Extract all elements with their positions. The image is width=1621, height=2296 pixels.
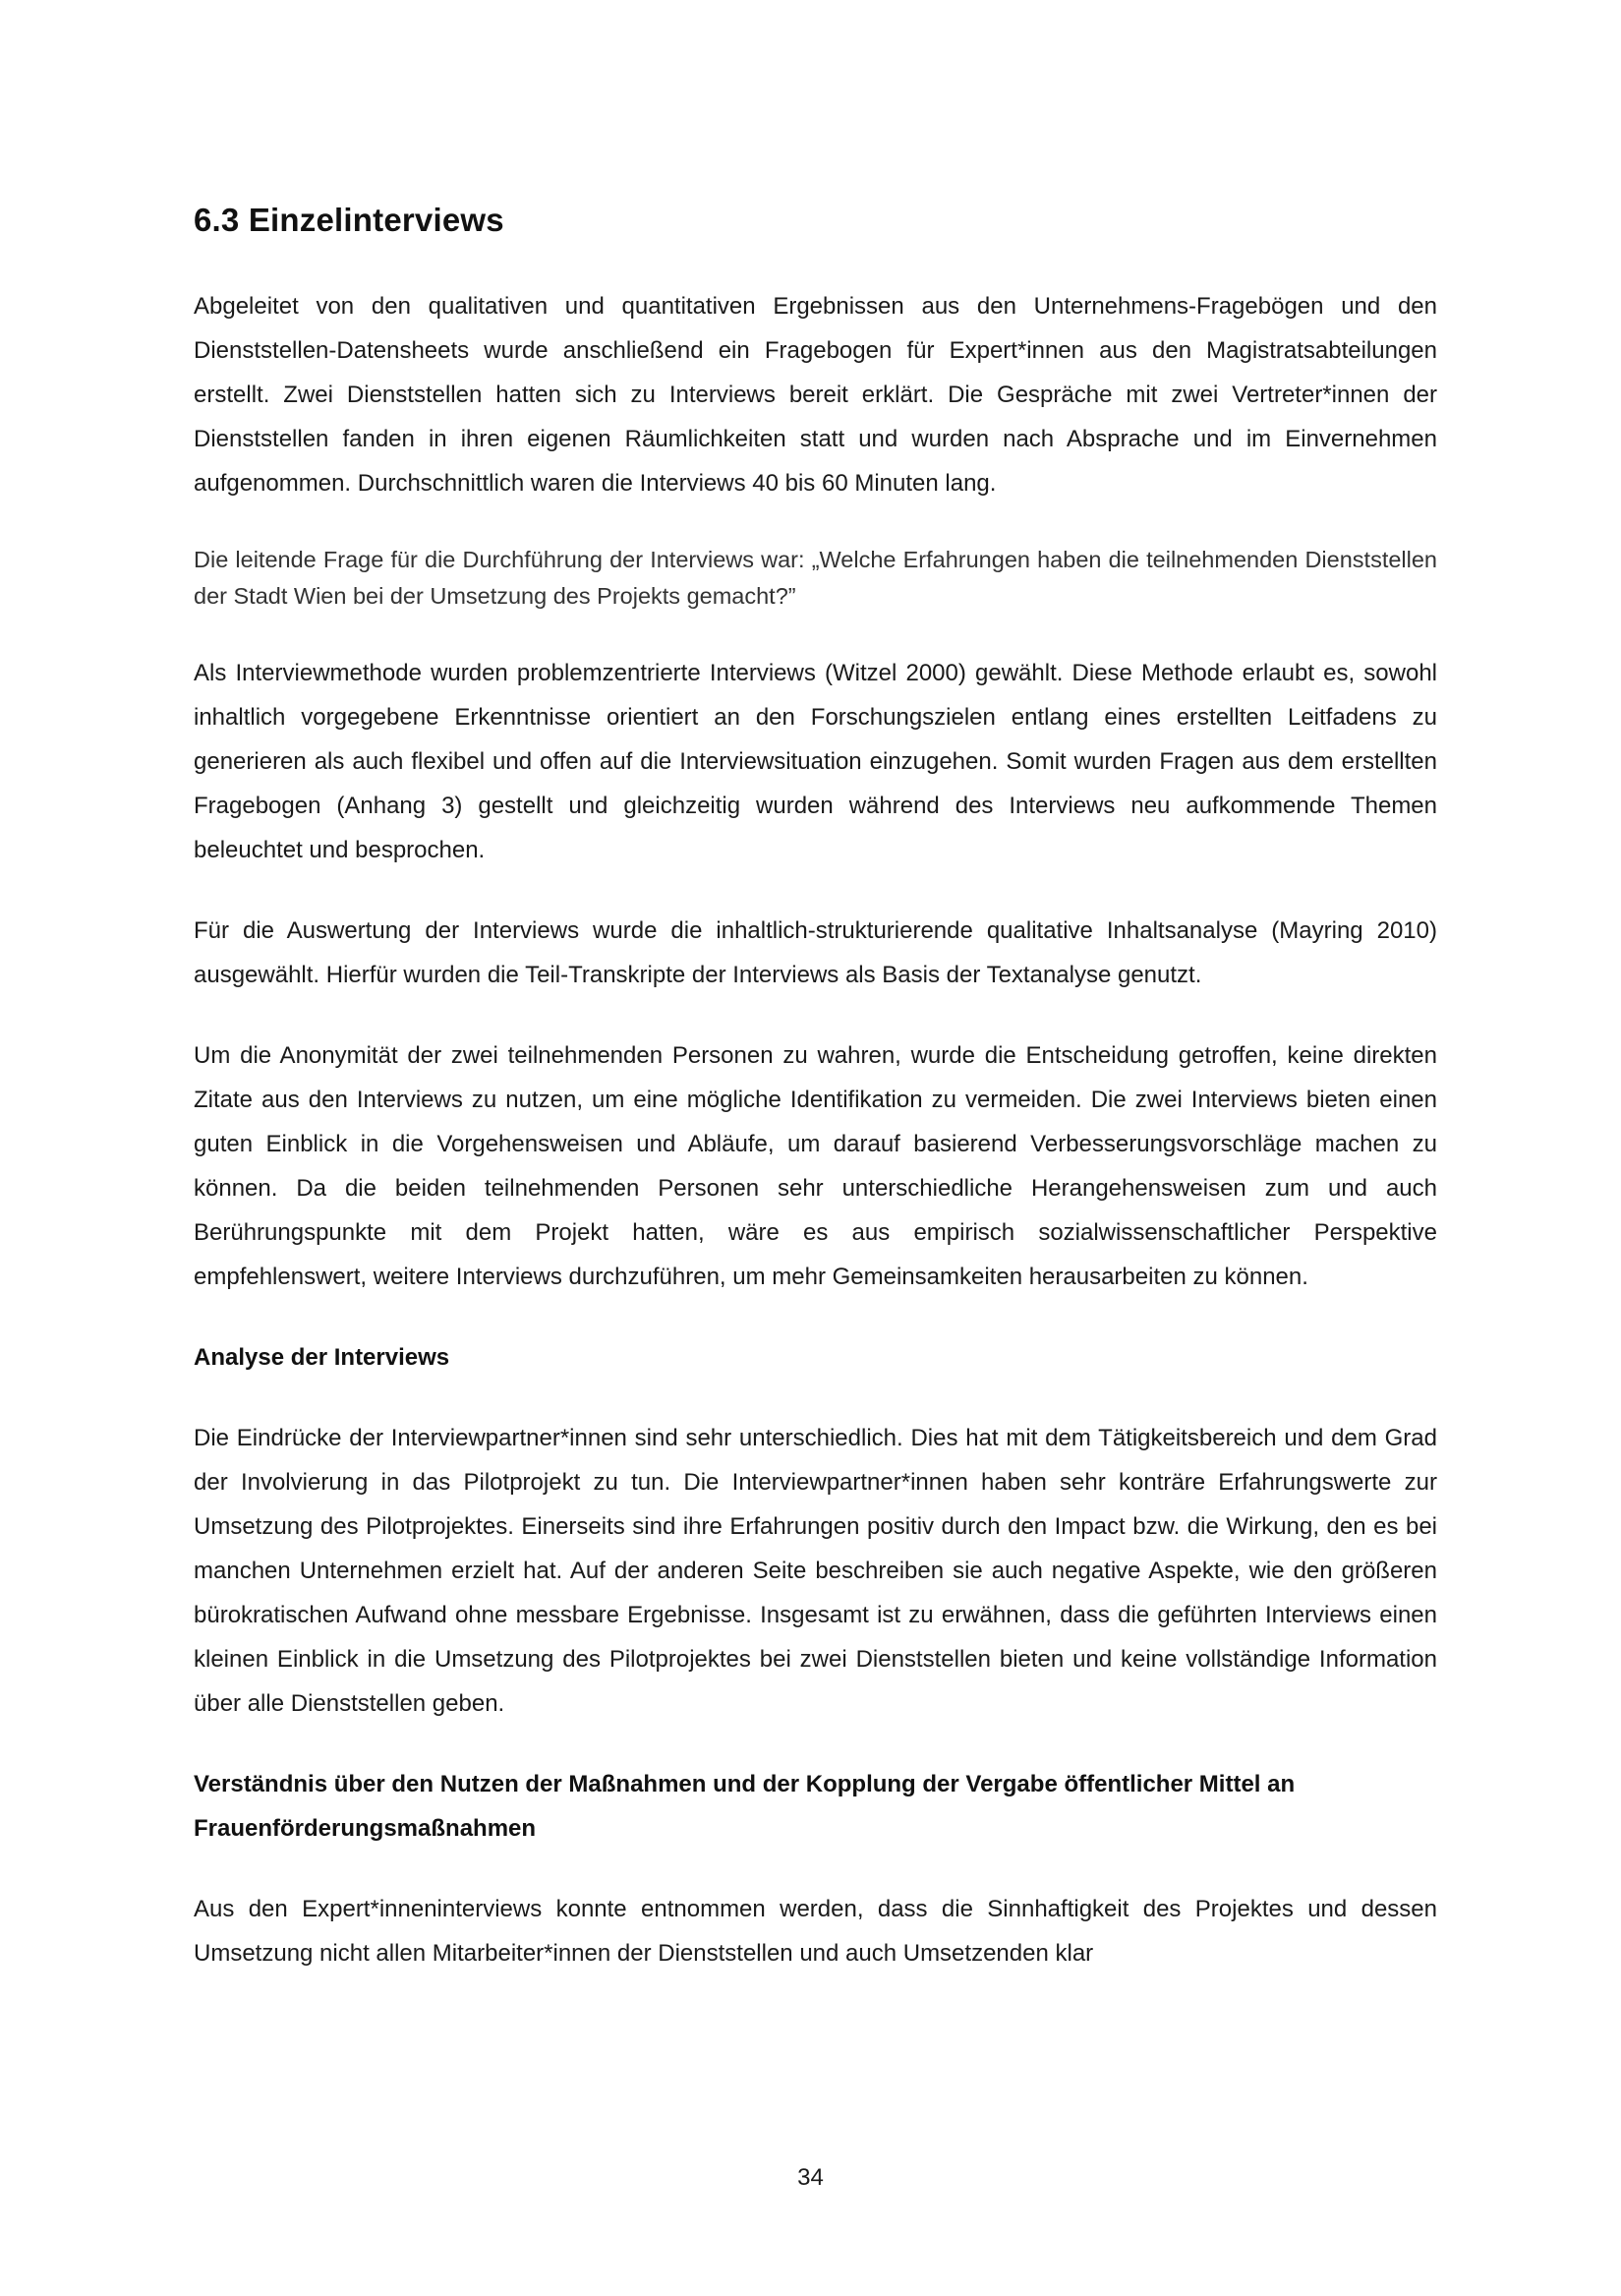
paragraph-understanding: Aus den Expert*inneninterviews konnte entnommen werden, dass die Sinnhaftigkeit des Projektes und dessen Umsetzung nicht allen Mitarbeiter*innen der Dienststellen und auch Umsetzenden klar [194, 1896, 1437, 1967]
subheading-understanding: Verständnis über den Nutzen der Maßnahmen und der Kopplung der Vergabe öffentlicher Mittel an Frauenförderungsmaßnahmen [194, 1771, 1296, 1842]
section-heading: 6.3 Einzelinterviews [194, 202, 504, 238]
paragraph-evaluation-method: Für die Auswertung der Interviews wurde die inhaltlich-strukturierende qualitative Inhaltsanalyse (Mayring 2010) ausgewählt. Hierfür wurden die Teil-Transkripte der Interviews als Basis der Textanalyse genutzt. [194, 917, 1437, 988]
paragraph-analysis: Die Eindrücke der Interviewpartner*innen sind sehr unterschiedlich. Dies hat mit dem Tätigkeitsbereich und dem Grad der Involvierung in das Pilotprojekt zu tun. Die Interviewpartner*innen haben sehr konträre Erfahrungswerte zur Umsetzung des Pilotprojektes. Einerseits sind ihre Erfahrungen positiv durch den Impact bzw. die Wirkung, den es bei manchen Unternehmen erzielt hat. Auf der anderen Seite beschreiben sie auch negative Aspekte, wie den größeren bürokratischen Aufwand ohne messbare Ergebnisse. Insgesamt ist zu erwähnen, dass die geführten Interviews einen kleinen Einblick in die Umsetzung des Pilotprojektes bei zwei Dienststellen bieten und keine vollständige Information über alle Dienststellen geben. [194, 1425, 1437, 1717]
page-content [194, 199, 1437, 2012]
page-number: 34 [797, 2164, 824, 2191]
paragraph-anonymity: Um die Anonymität der zwei teilnehmenden Personen zu wahren, wurde die Entscheidung getroffen, keine direkten Zitate aus den Interviews zu nutzen, um eine mögliche Identifikation zu vermeiden. Die zwei Interviews bieten einen guten Einblick in die Vorgehensweisen und Abläufe, um darauf basierend Verbesserungsvorschläge machen zu können. Da die beiden teilnehmenden Personen sehr unterschiedliche Herangehensweisen zum und auch Berührungspunkte mit dem Projekt hatten, wäre es aus empirisch sozialwissenschaftlicher Perspektive empfehlenswert, weitere Interviews durchzuführen, um mehr Gemeinsamkeiten herausarbeiten zu können. [194, 1042, 1437, 1290]
paragraph-interview-method: Als Interviewmethode wurden problemzentrierte Interviews (Witzel 2000) gewählt. Diese Methode erlaubt es, sowohl inhaltlich vorgegebene Erkenntnisse orientiert an den Forschungszielen entlang eines erstellten Leitfadens zu generieren als auch flexibel und offen auf die Interviewsituation einzugehen. Somit wurden Fragen aus dem erstellten Fragebogen (Anhang 3) gestellt und gleichzeitig wurden während des Interviews neu aufkommende Themen beleuchtet und besprochen. [194, 660, 1437, 863]
subheading-analysis: Analyse der Interviews [194, 1344, 450, 1371]
paragraph-introduction: Abgeleitet von den qualitativen und quantitativen Ergebnissen aus den Unternehmens-Fragebögen und den Dienststellen-Datensheets wurde anschließend ein Fragebogen für Expert*innen aus den Magistratsabteilungen erstellt. Zwei Dienststellen hatten sich zu Interviews bereit erklärt. Die Gespräche mit zwei Vertreter*innen der Dienststellen fanden in ihren eigenen Räumlichkeiten statt und wurden nach Absprache und im Einvernehmen aufgenommen. Durchschnittlich waren die Interviews 40 bis 60 Minuten lang. [194, 293, 1437, 497]
paragraph-guiding-question: Die leitende Frage für die Durchführung der Interviews war: „Welche Erfahrungen haben die teilnehmenden Dienststellen der Stadt Wien bei der Umsetzung des Projekts gemacht?” [194, 547, 1437, 609]
